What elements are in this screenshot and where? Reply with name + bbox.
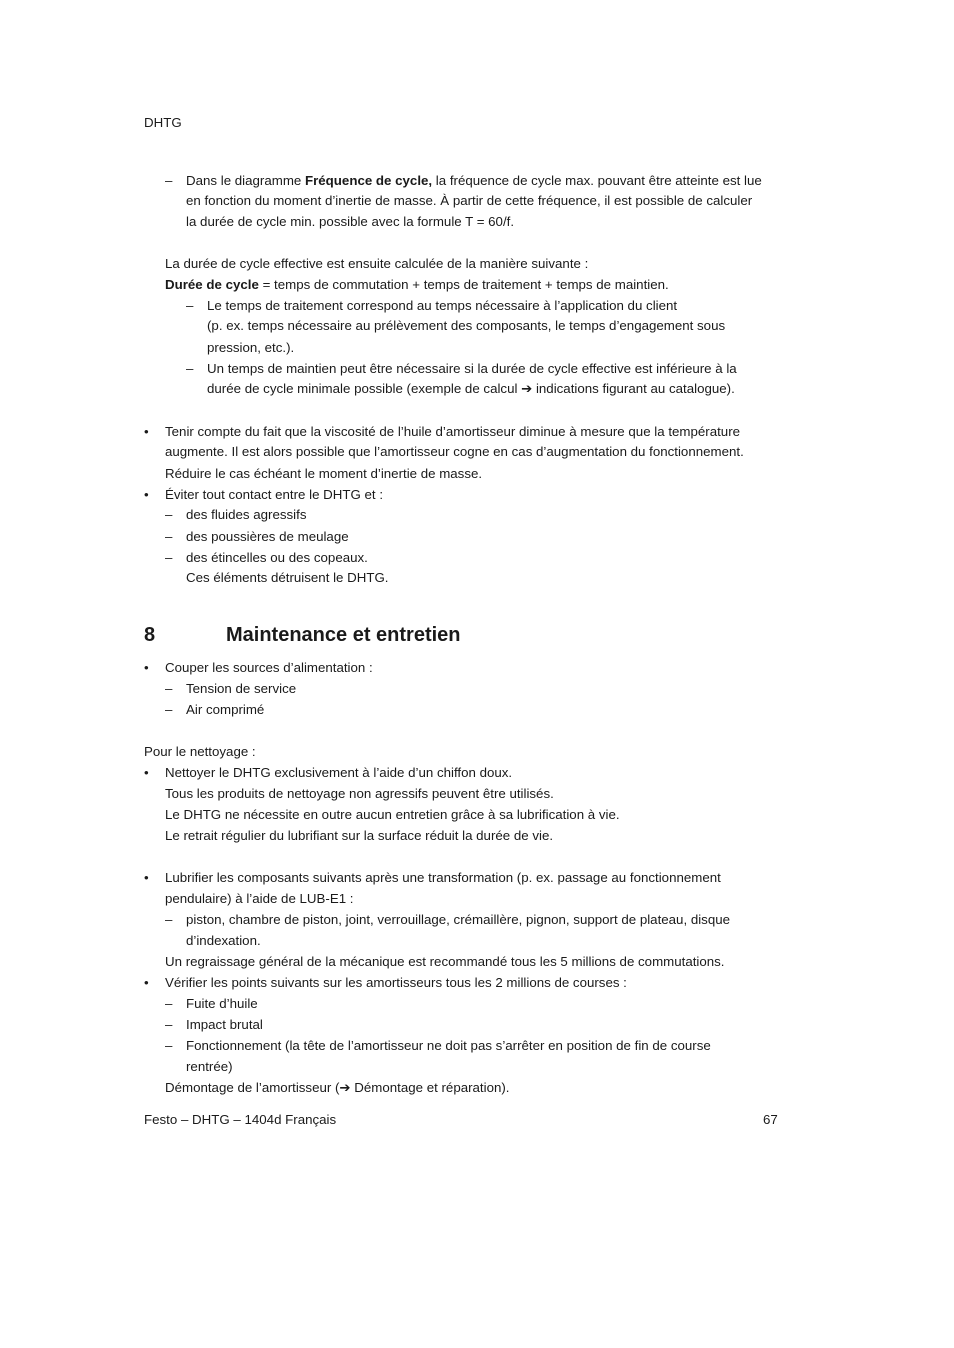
cleaning-line: Tous les produits de nettoyage non agressifs peuvent être utilisés.	[165, 786, 554, 801]
cycle-freq-term: Fréquence de cycle,	[304, 173, 433, 188]
lubricate-line: pendulaire) à l’aide de LUB-E1 :	[165, 891, 354, 906]
processing-time-line: Le temps de traitement correspond au temps nécessaire à l’application du client	[207, 298, 678, 313]
hold-time-line: Un temps de maintien peut être nécessaire si la durée de cycle effective est inférieure à la	[207, 361, 737, 376]
viscosity-line: Tenir compte du fait que la viscosité de l’huile d’amortisseur diminue à mesure que la température	[165, 424, 741, 439]
processing-time-line: pression, etc.).	[207, 340, 295, 355]
dismantle-note: Démontage de l’amortisseur (➔ Démontage et réparation).	[165, 1080, 510, 1095]
dash-marker: –	[165, 1038, 173, 1053]
arrow-icon: ➔	[521, 381, 533, 396]
regrease-note: Un regraissage général de la mécanique est recommandé tous les 5 millions de commutations.	[165, 954, 725, 969]
section-number: 8	[144, 624, 156, 646]
arrow-icon: ➔	[339, 1080, 351, 1095]
avoid-contact-line: Éviter tout contact entre le DHTG et :	[165, 487, 384, 502]
dash-marker: –	[165, 173, 173, 188]
dash-marker: –	[165, 996, 173, 1011]
viscosity-line: Réduire le cas échéant le moment d’inertie de masse.	[165, 466, 483, 481]
dash-marker: –	[165, 681, 173, 696]
check-item: Fuite d’huile	[186, 996, 258, 1011]
power-off-line: Couper les sources d’alimentation :	[165, 660, 373, 675]
bullet-marker: •	[144, 870, 149, 885]
dash-marker: –	[186, 361, 194, 376]
dash-marker: –	[165, 507, 173, 522]
avoid-item: des étincelles ou des copeaux.	[186, 550, 368, 565]
processing-time-line: (p. ex. temps nécessaire au prélèvement des composants, le temps d’engagement sous	[207, 318, 726, 333]
dash-marker: –	[186, 298, 194, 313]
cleaning-line: Le DHTG ne nécessite en outre aucun entretien grâce à sa lubrification à vie.	[165, 807, 620, 822]
check-item: Fonctionnement (la tête de l’amortisseur ne doit pas s’arrêter en position de fin de course	[186, 1038, 711, 1053]
power-item: Tension de service	[186, 681, 297, 696]
bullet-marker: •	[144, 765, 149, 780]
power-item: Air comprimé	[186, 702, 265, 717]
bullet-marker: •	[144, 975, 149, 990]
lubricate-item: d’indexation.	[186, 933, 261, 948]
avoid-item: des poussières de meulage	[186, 529, 349, 544]
footer-text: Festo – DHTG – 1404d Français	[144, 1112, 337, 1127]
check-item: Impact brutal	[186, 1017, 263, 1032]
hold-time-line: durée de cycle minimale possible (exemple de calcul ➔ indications figurant au catalogue).	[207, 381, 735, 396]
check-item-cont: rentrée)	[186, 1059, 233, 1074]
lubricate-item: piston, chambre de piston, joint, verrouillage, crémaillère, pignon, support de plateau, disque	[186, 912, 731, 927]
page-number: 67	[763, 1112, 778, 1127]
bullet-marker: •	[144, 424, 149, 439]
dash-marker: –	[165, 702, 173, 717]
page-header: DHTG	[144, 115, 182, 130]
bullet-marker: •	[144, 660, 149, 675]
cleaning-line: Nettoyer le DHTG exclusivement à l’aide d’un chiffon doux.	[165, 765, 513, 780]
viscosity-line: augmente. Il est alors possible que l’amortisseur cogne en cas d’augmentation du fonctionnement.	[165, 444, 744, 459]
check-line: Vérifier les points suivants sur les amortisseurs tous les 2 millions de courses :	[165, 975, 627, 990]
cycle-freq-line-2: en fonction du moment d’inertie de masse. À partir de cette fréquence, il est possible de calculer	[186, 193, 753, 208]
cycle-intro: La durée de cycle effective est ensuite calculée de la manière suivante :	[165, 256, 589, 271]
dash-marker: –	[165, 529, 173, 544]
cycle-freq-line-1: Dans le diagramme Fréquence de cycle, la fréquence de cycle max. pouvant être atteinte est lue	[186, 173, 762, 188]
dash-marker: –	[165, 1017, 173, 1032]
dash-marker: –	[165, 550, 173, 565]
section-title: Maintenance et entretien	[226, 624, 461, 646]
cleaning-intro: Pour le nettoyage :	[144, 744, 256, 759]
bullet-marker: •	[144, 487, 149, 502]
avoid-item: des fluides agressifs	[186, 507, 307, 522]
dash-marker: –	[165, 912, 173, 927]
cycle-term: Durée de cycle	[165, 277, 259, 292]
cycle-freq-line-3: la durée de cycle min. possible avec la formule T = 60/f.	[186, 214, 515, 229]
cycle-formula: Durée de cycle = temps de commutation + temps de traitement + temps de maintien.	[165, 277, 669, 292]
avoid-note: Ces éléments détruisent le DHTG.	[186, 570, 389, 585]
cleaning-line: Le retrait régulier du lubrifiant sur la surface réduit la durée de vie.	[165, 828, 554, 843]
lubricate-line: Lubrifier les composants suivants après une transformation (p. ex. passage au fonctionnement	[165, 870, 721, 885]
